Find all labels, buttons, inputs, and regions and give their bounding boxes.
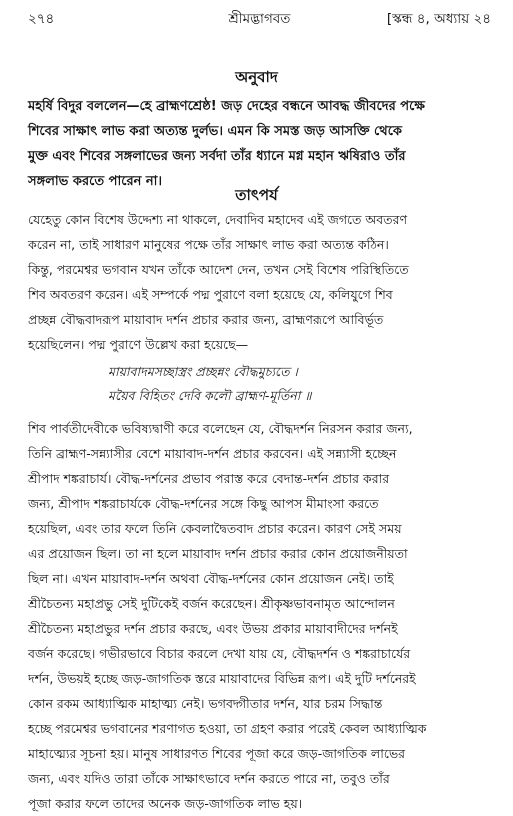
purport-heading: তাৎপর্য [235,186,278,204]
translation-heading: অনুবাদ [235,68,278,86]
purport-line: তিনি ব্রাহ্মণ-সন্ন্যাসীর বেশে মায়াবাদ-দর্শন প্রচার করবেন। এই সন্ন্যাসী হচ্ছেন [28,446,397,461]
purport-line: মাহাত্ম্যের সূচনা হয়। মানুষ সাধারণত শিবের পূজা করে জড়-জাগতিক লাভের [28,746,406,761]
purport-line: বর্জন করেছে। গভীরভাবে বিচার করলে দেখা যায় যে, বৌদ্ধদর্শন ও শঙ্করাচার্যের [28,646,411,661]
purport-line: শিব অবতরণ করেন। এই সম্পর্কে পদ্ম পুরাণে বলা হয়েছে যে, কলিযুগে শিব [28,287,393,302]
purport-line: ছিল না। এখন মায়াবাদ-দর্শন অথবা বৌদ্ধ-দর্শনের কোন প্রয়োজন নেই। তাই [28,571,394,586]
purport-line: করেন না, তাই সাধারণ মানুষের পক্ষে তাঁর সাক্ষাৎ লাভ করা অত্যন্ত কঠিন। [28,237,389,252]
translation-line: সঙ্গলাভ করতে পারেন না। [28,174,163,189]
page-header [28,8,491,30]
translation-line: শিবের সাক্ষাৎ লাভ করা অত্যন্ত দুর্লভ। এমন কি সমস্ত জড় আসক্তি থেকে [28,124,403,139]
translation-line: মুক্ত এবং শিবের সঙ্গলাভের জন্য সর্বদা তাঁর ধ্যানে মগ্ন মহান ঋষিরাও তাঁর [28,149,406,164]
chapter-reference: [স্কন্ধ ৪, অধ্যায় ২৪ [386,11,491,27]
purport-line: হয়েছিলেন। পদ্ম পুরাণে উল্লেখ করা হয়েছে— [28,337,249,352]
purport-line: যেহেতু কোন বিশেষ উদ্দেশ্য না থাকলে, দেবাদিব মহাদেব এই জগতে অবতরণ [28,212,407,227]
purport-line: শ্রীচৈতন্য মহাপ্রভুর দর্শন প্রচার করছে, এবং উভয় প্রকার মায়াবাদীদের দর্শনই [28,621,398,636]
purport-line: শ্রীপাদ শঙ্করাচার্য। বৌদ্ধ-দর্শনের প্রভাব পরাস্ত করে বেদান্ত-দর্শন প্রচার করার [28,471,390,486]
purport-line: এর প্রয়োজন ছিল। তা না হলে মায়াবাদ দর্শন প্রচার করার কোন প্রয়োজনীয়তা [28,546,408,561]
book-title: শ্রীমদ্ভাগবত [228,11,291,27]
purport-line: হচ্ছে পরমেশ্বর ভগবানের শরণাগত হওয়া, তা গ্রহণ করার পরেই কেবল আধ্যাত্মিক [28,721,427,736]
page-number: ২৭৪ [28,11,55,27]
purport-line: জন্য, শ্রীপাদ শঙ্করাচার্যকে বৌদ্ধ-দর্শনের সঙ্গে কিছু আপস মীমাংসা করতে [28,496,379,511]
purport-line: শিব পার্বতীদেবীকে ভবিষ্যদ্বাণী করে বলেছেন যে, বৌদ্ধদর্শন নিরসন করার জন্য, [28,421,413,436]
purport-line: কোন রকম আধ্যাত্মিক মাহাত্ম্য নেই। ভগবদ্গীতার দর্শন, যার চরম সিদ্ধান্ত [28,696,383,711]
purport-line: শ্রীচৈতন্য মহাপ্রভু সেই দুটিকেই বর্জন করেছেন। শ্রীকৃষ্ণভাবনামৃত আন্দোলন [28,596,395,611]
translation-text [28,94,498,194]
purport-line: পূজা করার ফলে তাদের অনেক জড়-জাগতিক লাভ হয়। [28,796,303,811]
purport-paragraph-2 [28,416,498,816]
purport-line: কিন্তু, পরমেশ্বর ভগবান যখন তাঁকে আদেশ দেন, তখন সেই বিশেষ পরিস্থিতিতে [28,262,409,277]
verse-line: মায়াবাদমসচ্ছাস্ত্রং প্রচ্ছন্নং বৌদ্ধমুচ্যতে । [108,364,298,379]
purport-line: জন্য, এবং যদিও তারা তাঁকে সাক্ষাৎভাবে দর্শন করতে পারে না, তবুও তাঁর [28,771,390,786]
sanskrit-verse [108,360,311,408]
purport-line: প্রচ্ছন্ন বৌদ্ধবাদরূপ মায়াবাদ দর্শন প্রচার করার জন্য, ব্রাহ্মণরূপে আবির্ভূত [28,312,384,327]
purport-line: হয়েছিল, এবং তার ফলে তিনি কেবলাদ্বৈতবাদ প্রচার করেন। কারণ সেই সময় [28,521,402,536]
verse-line: ময়ৈব বিহিতং দেবি কলৌ ব্রাহ্মণ-মূর্তিনা ॥ [108,388,312,403]
purport-line: দর্শন, উভয়ই হচ্ছে জড়-জাগতিক স্তরে মায়াবাদের বিভিন্ন রূপ। এই দুটি দর্শনেরই [28,671,416,686]
translation-line: মহর্ষি বিদুর বললেন—হে ব্রাহ্মণশ্রেষ্ঠ! জড় দেহের বন্ধনে আবদ্ধ জীবদের পক্ষে [28,99,425,114]
purport-paragraph-1 [28,207,498,357]
